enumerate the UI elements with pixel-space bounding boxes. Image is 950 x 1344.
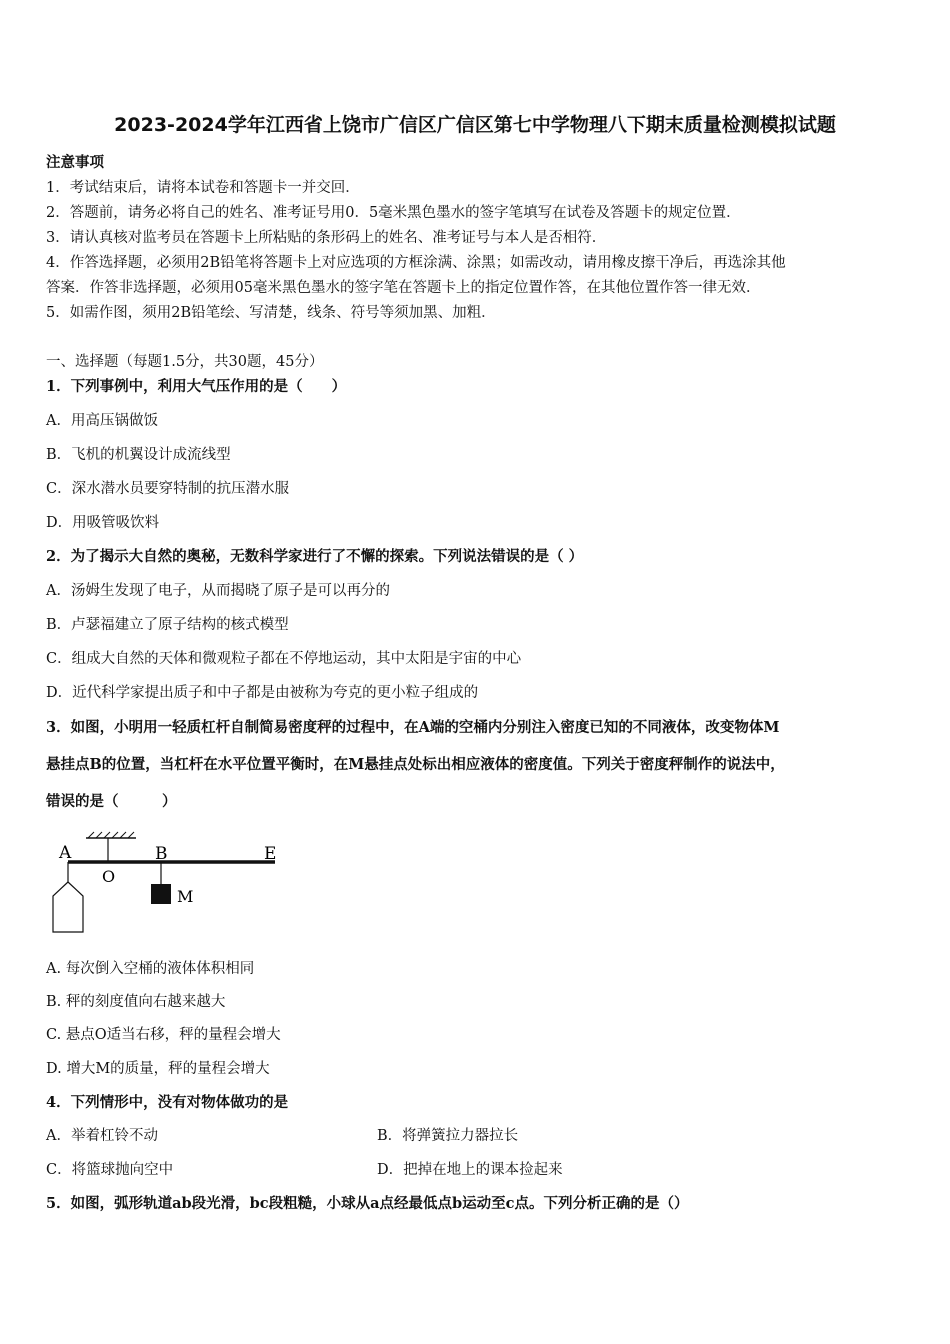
label-m: M xyxy=(177,887,194,906)
q1-option-a: A．用高压锅做饭 xyxy=(46,413,158,429)
note-item: 1．考试结束后，请将本试卷和答题卡一并交回． xyxy=(46,180,360,196)
label-e: E xyxy=(264,844,277,864)
exam-title: 2023-2024学年江西省上饶市广信区广信区第七中学物理八下期末质量检测模拟试题 xyxy=(114,114,836,136)
q4-option-c: C．将篮球抛向空中 xyxy=(46,1162,174,1178)
weight-block xyxy=(151,884,171,904)
q2-option-b: B．卢瑟福建立了原子结构的核式模型 xyxy=(46,617,289,633)
note-item: 答案．作答非选择题，必须用05毫米黑色墨水的签字笔在答题卡上的指定位置作答，在其他位置作答一律无效． xyxy=(46,280,761,296)
note-item: 4．作答选择题，必须用2B铅笔将答题卡上对应选项的方框涂满、涂黑；如需改动，请用橡皮擦干净后，再选涂其他 xyxy=(46,255,786,271)
question-3-stem-line: 3．如图，小明用一轻质杠杆自制简易密度秤的过程中，在A端的空桶内分别注入密度已知的不同液体，改变物体M xyxy=(46,719,780,736)
q3-option-d: D. 增大M的质量，秤的量程会增大 xyxy=(46,1061,270,1077)
label-o: O xyxy=(102,867,116,886)
q1-option-b: B．飞机的机翼设计成流线型 xyxy=(46,447,231,463)
bucket-icon xyxy=(53,882,83,932)
q1-option-c: C．深水潜水员要穿特制的抗压潜水服 xyxy=(46,481,290,497)
q1-option-d: D．用吸管吸饮料 xyxy=(46,515,160,531)
lever-figure xyxy=(50,828,290,940)
question-2-stem: 2．为了揭示大自然的奥秘，无数科学家进行了不懈的探索。下列说法错误的是（ ） xyxy=(46,548,584,565)
q3-option-a: A. 每次倒入空桶的液体体积相同 xyxy=(46,961,255,977)
q3-option-b: B. 秤的刻度值向右越来越大 xyxy=(46,994,226,1010)
note-item: 5．如需作图，须用2B铅笔绘、写清楚，线条、符号等须加黑、加粗． xyxy=(46,305,496,321)
q2-option-d: D．近代科学家提出质子和中子都是由被称为夸克的更小粒子组成的 xyxy=(46,685,479,701)
question-4-stem: 4．下列情形中，没有对物体做功的是 xyxy=(46,1094,289,1111)
q3-option-c: C. 悬点O适当右移，秤的量程会增大 xyxy=(46,1027,281,1043)
ceiling-hatch xyxy=(88,832,134,838)
question-1-stem: 1．下列事例中，利用大气压作用的是（ ） xyxy=(46,378,347,395)
notes-heading: 注意事项 xyxy=(46,154,104,171)
label-a: A xyxy=(59,843,72,863)
q2-option-a: A．汤姆生发现了电子，从而揭晓了原子是可以再分的 xyxy=(46,583,390,599)
section-heading: 一、选择题（每题1.5分，共30题，45分） xyxy=(46,354,324,370)
note-item: 2．答题前，请务必将自己的姓名、准考证号用0．5毫米黑色墨水的签字笔填写在试卷及答题卡的规定位置． xyxy=(46,205,741,221)
q4-option-b: B．将弹簧拉力器拉长 xyxy=(377,1128,519,1144)
label-b: B xyxy=(155,844,168,864)
q2-option-c: C．组成大自然的天体和微观粒子都在不停地运动，其中太阳是宇宙的中心 xyxy=(46,651,522,667)
question-5-stem: 5．如图，弧形轨道ab段光滑，bc段粗糙，小球从a点经最低点b运动至c点。下列分析正确的是（） xyxy=(46,1195,689,1212)
question-3-stem-line: 悬挂点B的位置，当杠杆在水平位置平衡时，在M悬挂点处标出相应液体的密度值。下列关于密度秤制作的说法中， xyxy=(46,756,785,773)
q4-option-d: D．把掉在地上的课本捡起来 xyxy=(377,1162,563,1178)
note-item: 3．请认真核对监考员在答题卡上所粘贴的条形码上的姓名、准考证号与本人是否相符． xyxy=(46,230,607,246)
q4-option-a: A．举着杠铃不动 xyxy=(46,1128,158,1144)
question-3-stem-line: 错误的是（ ） xyxy=(46,793,177,810)
